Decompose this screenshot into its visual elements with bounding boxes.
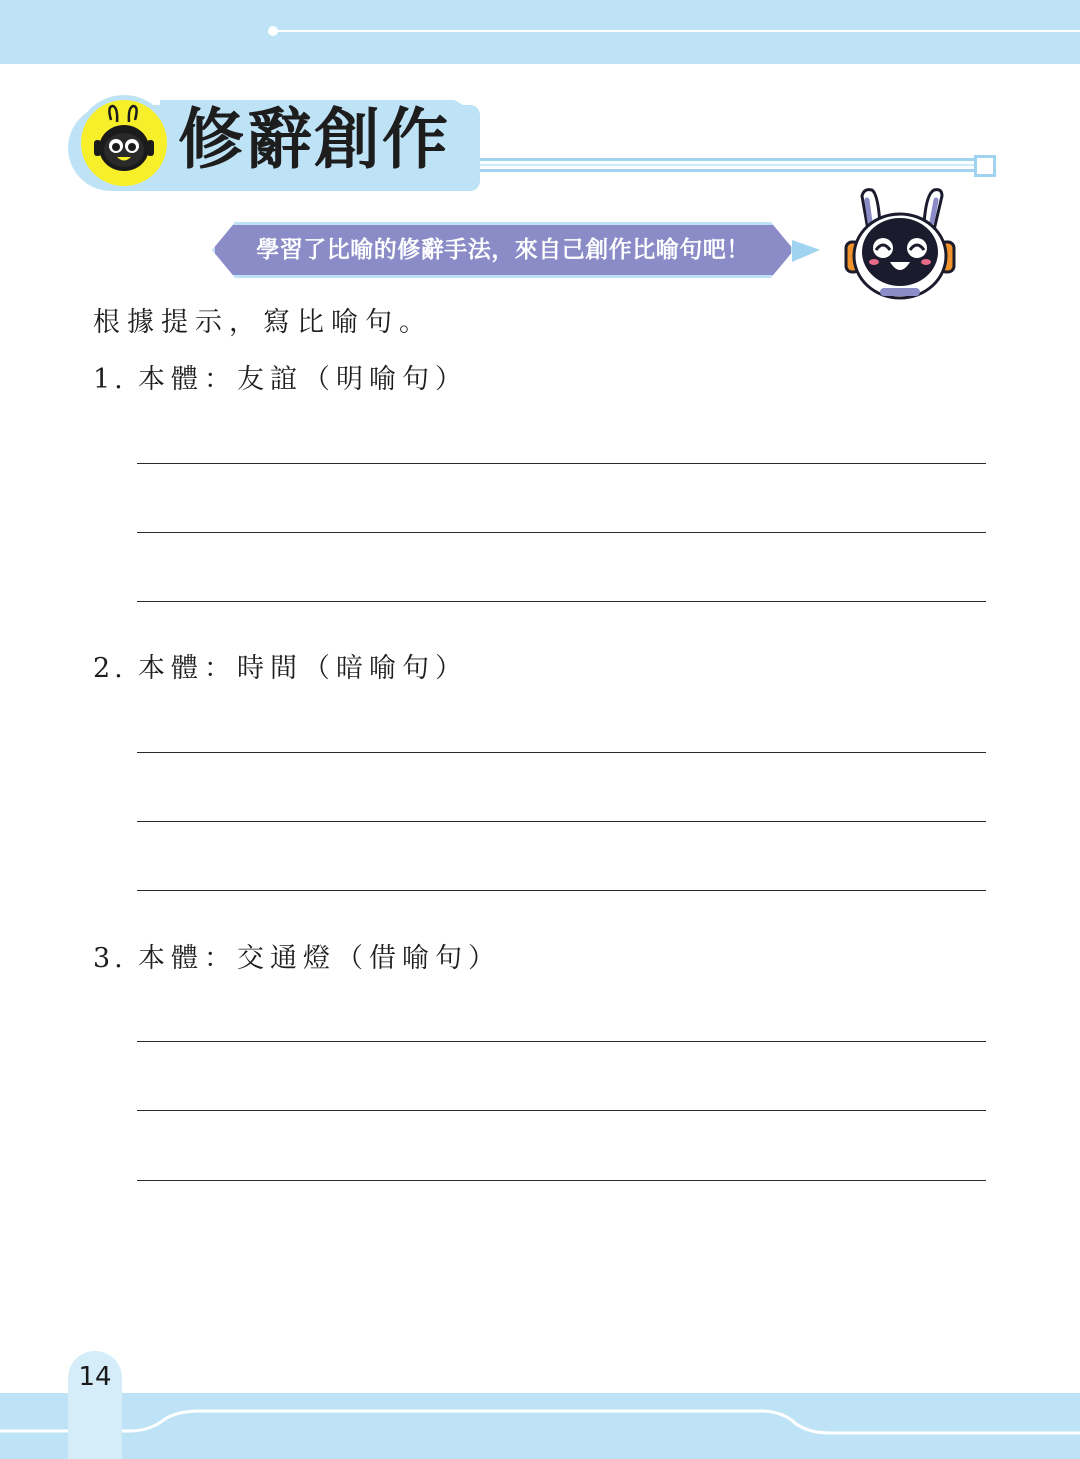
question-2	[93, 650, 468, 688]
top-decor-dot	[268, 26, 278, 36]
answer-line-q2[interactable]	[137, 821, 986, 822]
question-number: 3.	[93, 943, 127, 974]
question-1	[93, 361, 468, 399]
question-prompt: 本體：交通燈（借喻句）	[138, 943, 501, 974]
answer-line-q3[interactable]	[137, 1041, 986, 1042]
title-rail-end	[974, 155, 996, 177]
answer-line-q2[interactable]	[137, 890, 986, 891]
answer-line-q1[interactable]	[137, 601, 986, 602]
question-number: 2.	[93, 653, 127, 684]
speech-tail	[792, 240, 820, 262]
answer-line-q3[interactable]	[137, 1110, 986, 1111]
bottom-decor-curve	[0, 1395, 1080, 1459]
question-number: 1.	[93, 364, 127, 395]
answer-line-q2[interactable]	[137, 752, 986, 753]
answer-line-q1[interactable]	[137, 463, 986, 464]
page-number: 14	[78, 1362, 112, 1392]
robot-mascot-icon	[840, 186, 960, 302]
answer-line-q3[interactable]	[137, 1180, 986, 1181]
page-title: 修辭創作	[178, 101, 450, 178]
robot-mascot-icon	[81, 100, 167, 186]
answer-line-q1[interactable]	[137, 532, 986, 533]
title-rail-center	[480, 164, 975, 166]
question-prompt: 本體：時間（暗喻句）	[138, 653, 468, 684]
question-3	[93, 940, 501, 978]
subtitle-text: 學習了比喻的修辭手法，來自己創作比喻句吧！	[256, 237, 750, 263]
title-badge	[76, 95, 172, 191]
instruction-text: 根據提示，寫比喻句。	[93, 307, 433, 338]
top-decor-line	[273, 30, 1080, 32]
top-decor-band	[0, 0, 1080, 64]
question-prompt: 本體：友誼（明喻句）	[138, 364, 468, 395]
